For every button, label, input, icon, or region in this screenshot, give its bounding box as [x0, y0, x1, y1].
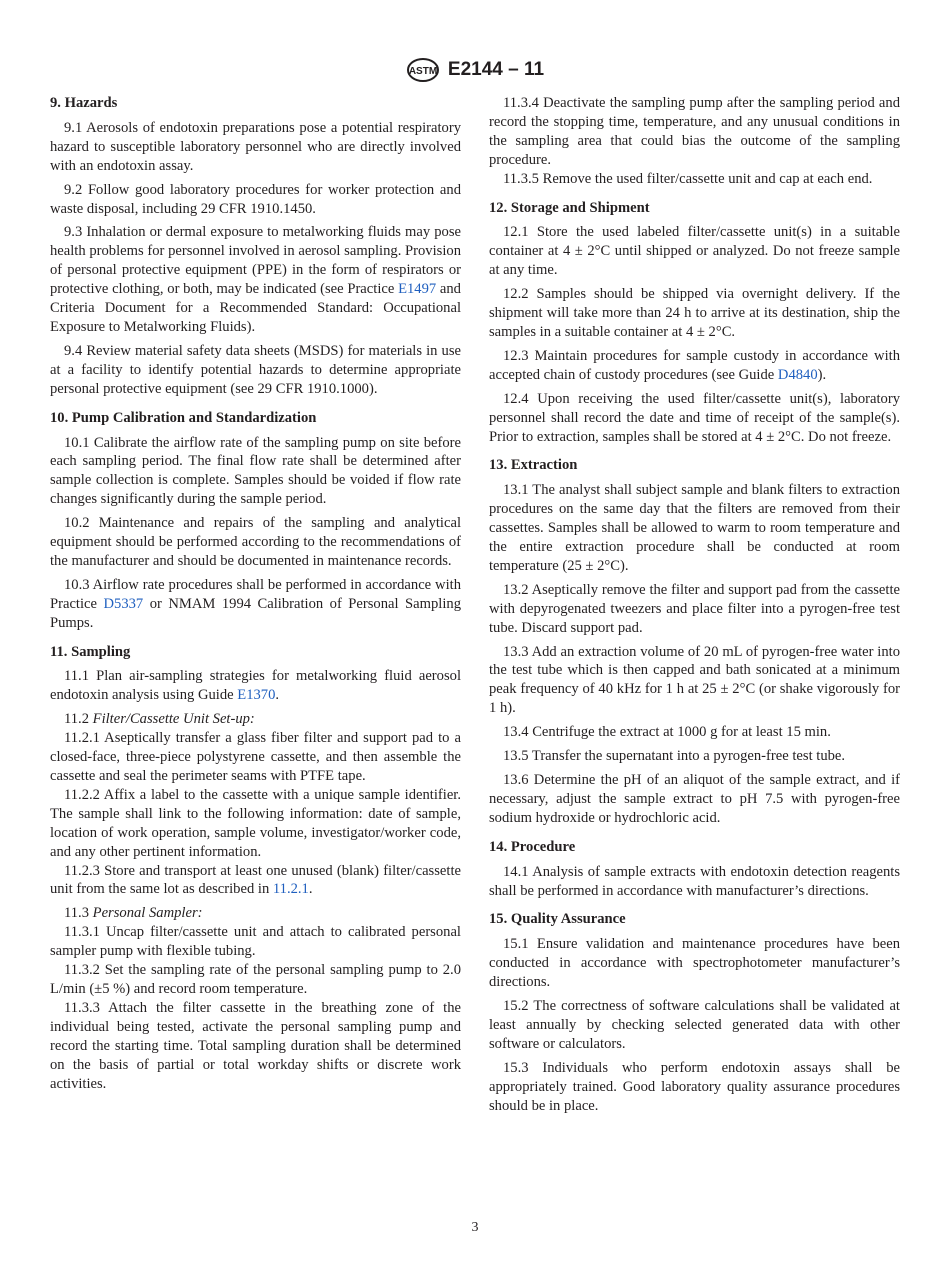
paragraph-text: 9.1 Aerosols of endotoxin preparations pose a potential respiratory hazard to susceptible laboratory personnel who are directly involved with an endotoxin assay.	[50, 119, 461, 174]
paragraph	[50, 862, 461, 900]
paragraph-text: 10.1 Calibrate the airflow rate of the sampling pump on site before each sampling period. The final flow rate shall be determined after sample collection is complete. Samples should be voided if flow rate changes significantly during the sample period.	[50, 434, 461, 508]
italic-subheading: Personal Sampler:	[92, 905, 203, 922]
section-heading: 11. Sampling	[50, 643, 131, 660]
paragraph-group	[489, 581, 900, 638]
section-heading: 9. Hazards	[50, 95, 118, 111]
paragraph	[50, 342, 461, 399]
paragraph-text: 13.6 Determine the pH of an aliquot of the sample extract, and if necessary, adjust the sample extract to pH 7.5 with pyrogen-free sodium hydroxide or hydrochloric acid.	[489, 772, 900, 826]
paragraph	[50, 729, 461, 786]
paragraph-group	[489, 285, 900, 342]
paragraph	[489, 94, 900, 170]
paragraph-group	[489, 223, 900, 280]
paragraph	[50, 667, 461, 705]
paragraph-group	[489, 643, 900, 719]
paragraph-group	[50, 904, 461, 1093]
paragraph-text: 13.2 Aseptically remove the filter and support pad from the cassette with depyrogenated tweezers and place filter into a pyrogen-free test tube. Discard support pad.	[489, 581, 900, 636]
paragraph	[489, 223, 900, 280]
paragraph	[489, 643, 900, 719]
paragraph	[50, 961, 461, 999]
paragraph-text: 11.3.5 Remove the used filter/cassette unit and cap at each end.	[503, 170, 873, 187]
svg-text:ASTM: ASTM	[408, 66, 438, 77]
section-heading: 12. Storage and Shipment	[489, 199, 650, 216]
paragraph	[50, 434, 461, 510]
reference-link[interactable]: D5337	[103, 595, 144, 612]
paragraph	[489, 347, 900, 385]
paragraph-text: 14.1 Analysis of sample extracts with endotoxin detection reagents shall be performed in accordance with manufacturer’s directions.	[489, 863, 900, 899]
paragraph-text: 12.2 Samples should be shipped via overnight delivery. If the shipment will take more than 24 h to arrive at its destination, ship the samples in a suitable container at 4 ± 2°C.	[489, 286, 900, 340]
paragraph-text: 10.2 Maintenance and repairs of the sampling and analytical equipment should be performed according to the recommendations of the manufacturer and should be documented in maintenance records.	[50, 515, 461, 569]
paragraph-group	[50, 514, 461, 571]
section-heading: 15. Quality Assurance	[489, 911, 626, 928]
paragraph-text: 13.3 Add an extraction volume of 20 mL of pyrogen-free water into the test tube which is then capped and bath sonicated at a minimum peak frequency of 40 kHz for 1 h at 25 ± 2°C (or shake vigorously for 1 h).	[489, 643, 900, 717]
paragraph-text: 11.1 Plan air-sampling strategies for metalworking fluid aerosol endotoxin analysis using Guide	[50, 668, 461, 704]
paragraph-group	[50, 667, 461, 705]
paragraph-group	[50, 576, 461, 633]
paragraph	[489, 747, 900, 766]
paragraph	[50, 119, 461, 176]
paragraph-group	[489, 1059, 900, 1116]
paragraph-text: 13.1 The analyst shall subject sample and blank filters to extraction procedures on the same day that the filters are removed from their cassettes. Samples shall be allowed to warm to room temperature and the entire extraction procedure shall be conducted at room temperature (25 ± 2°C).	[489, 482, 900, 574]
paragraph	[489, 481, 900, 576]
paragraph-text: 15.2 The correctness of software calculations shall be validated at least annually by checking selected generated data with other software or calculators.	[489, 998, 900, 1052]
paragraph	[489, 771, 900, 828]
paragraph-text: or NMAM 1994 Calibration of Personal Sampling Pumps.	[50, 595, 461, 631]
paragraph-text: 13.4 Centrifuge the extract at 1000 g for at least 15 min.	[503, 724, 831, 741]
paragraph-text: 15.1 Ensure validation and maintenance procedures have been conducted in accordance with spectrophotometer manufacturer’s directions.	[489, 936, 900, 991]
paragraph-text: 13.5 Transfer the supernatant into a pyrogen-free test tube.	[503, 748, 846, 765]
section-heading: 10. Pump Calibration and Standardization	[50, 409, 317, 426]
italic-subheading: Filter/Cassette Unit Set-up:	[92, 711, 255, 728]
astm-logo-icon	[406, 57, 440, 83]
paragraph-group	[489, 347, 900, 385]
paragraph-text: 15.3 Individuals who perform endotoxin assays shall be appropriately trained. Good laboratory quality assurance procedures should be in place.	[489, 1059, 900, 1114]
paragraph-group	[50, 342, 461, 399]
paragraph	[489, 390, 900, 447]
paragraph	[50, 710, 461, 729]
paragraph-text: 10.3 Airflow rate procedures shall be performed in accordance with Practice	[50, 576, 461, 612]
paragraph-text: 12.3 Maintain procedures for sample custody in accordance with accepted chain of custody procedures (see Guide	[489, 347, 900, 383]
paragraph	[50, 999, 461, 1094]
paragraph-text: and Criteria Document for a Recommended Standard: Occupational Exposure to Metalworking Fluids).	[50, 281, 461, 335]
paragraph-group	[489, 94, 900, 189]
paragraph-text: 11.2.1 Aseptically transfer a glass fiber filter and support pad to a closed-face, three-piece polystyrene cassette, and then assemble the cassette and seal the perimeter seams with PTFE tape.	[50, 730, 461, 784]
paragraph-text: 11.3.1 Uncap filter/cassette unit and attach to calibrated personal sampler pump with flexible tubing.	[50, 924, 461, 960]
paragraph-text: 11.3.4 Deactivate the sampling pump after the sampling period and record the stopping time, temperature, and any unusual conditions in the sampling area that could bias the outcome of the sampling procedure.	[489, 95, 900, 168]
page-header	[0, 57, 950, 83]
paragraph-group	[489, 481, 900, 576]
paragraph-group	[50, 181, 461, 219]
paragraph	[50, 223, 461, 336]
paragraph-group	[489, 863, 900, 901]
paragraph-group	[50, 119, 461, 176]
paragraph-text: 9.3 Inhalation or dermal exposure to metalworking fluids may pose health problems for personnel involved in aerosol sampling. Provision of personal protective equipment (PPE) in the form of respirators or protective clothing, or both, may be indicated (see Practice	[50, 224, 461, 298]
paragraph	[50, 786, 461, 862]
reference-link[interactable]: D4840	[777, 366, 818, 383]
paragraph-text: 11.2.2 Affix a label to the cassette with a unique sample identifier. The sample shall link to the following information: date of sample, location of work operation, sample volume, investigator/worker code, and any other pertinent information.	[50, 786, 461, 860]
paragraph-text: 12.1 Store the used labeled filter/cassette unit(s) in a suitable container at 4 ± 2°C until shipped or analyzed. Do not freeze sample at any time.	[489, 224, 900, 279]
paragraph-text: 12.4 Upon receiving the used filter/cassette unit(s), laboratory personnel shall record the date and time of receipt of the sample(s). Prior to extraction, samples shall be stored at 4 ± 2°C. Do not freeze.	[489, 390, 900, 445]
paragraph-text: .	[275, 687, 280, 704]
paragraph-text: ).	[817, 366, 827, 383]
reference-link[interactable]: 11.2.1	[272, 881, 309, 898]
paragraph-text: 11.3.2 Set the sampling rate of the personal sampling pump to 2.0 L/min (±5 %) and record room temperature.	[50, 962, 461, 997]
paragraph	[489, 935, 900, 992]
paragraph-group	[50, 223, 461, 336]
paragraph-group	[489, 390, 900, 447]
section-heading: 14. Procedure	[489, 838, 576, 855]
right-column	[489, 94, 900, 1121]
paragraph-group	[489, 771, 900, 828]
paragraph	[50, 923, 461, 961]
page-number: 3	[471, 1220, 479, 1235]
paragraph-group	[50, 710, 461, 899]
paragraph-group	[489, 747, 900, 766]
paragraph	[489, 581, 900, 638]
paragraph-text: .	[308, 881, 313, 898]
paragraph-group	[489, 935, 900, 992]
paragraph	[50, 576, 461, 633]
paragraph-text: 11.3	[64, 905, 93, 922]
document-id: E2144 – 11	[447, 59, 545, 80]
left-column	[50, 94, 461, 1098]
paragraph	[489, 997, 900, 1054]
paragraph-group	[489, 997, 900, 1054]
paragraph	[50, 514, 461, 571]
paragraph	[489, 723, 900, 742]
paragraph	[489, 1059, 900, 1116]
paragraph-text: 11.2.3 Store and transport at least one unused (blank) filter/cassette unit from the same lot as described in	[50, 862, 461, 898]
paragraph	[50, 904, 461, 923]
paragraph	[489, 285, 900, 342]
paragraph	[489, 863, 900, 901]
paragraph	[489, 170, 900, 189]
reference-link[interactable]: E1497	[398, 281, 437, 298]
section-heading: 13. Extraction	[489, 457, 578, 474]
paragraph-text: 11.2	[64, 711, 93, 728]
paragraph-text: 11.3.3 Attach the filter cassette in the breathing zone of the individual being tested, activate the personal sampling pump and record the starting time. Total sampling duration shall be determined on the basis of partial or total workday shifts or discrete work activities.	[50, 999, 461, 1092]
paragraph	[50, 181, 461, 219]
reference-link[interactable]: E1370	[237, 687, 276, 704]
paragraph-text: 9.2 Follow good laboratory procedures for worker protection and waste disposal, including 29 CFR 1910.1450.	[50, 181, 461, 217]
paragraph-group	[489, 723, 900, 742]
paragraph-text: 9.4 Review material safety data sheets (MSDS) for materials in use at a facility to identify potential hazards to determine appropriate personal protective equipment (see 29 CFR 1910.1000).	[50, 342, 461, 397]
paragraph-group	[50, 434, 461, 510]
